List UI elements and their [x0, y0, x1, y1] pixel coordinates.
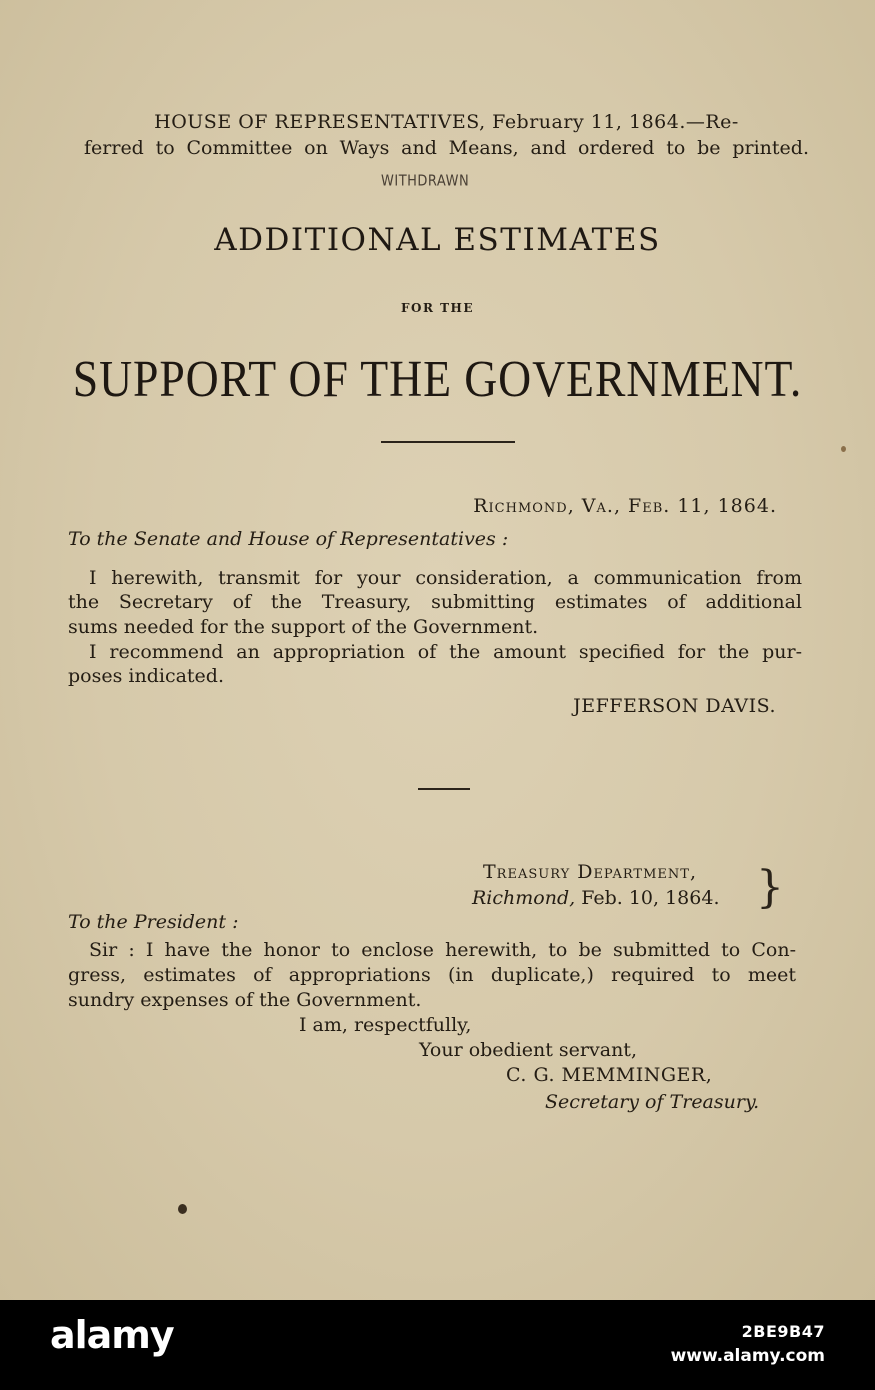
dateline-treasury-department: Treasury Department, [483, 861, 697, 883]
closing-respectfully: I am, respectfully, [299, 1014, 472, 1036]
body2-line: gress, estimates of appropriations (in duplicate,) required to meet [68, 964, 796, 986]
ink-spot [841, 446, 846, 452]
header-line-2: ferred to Committee on Ways and Means, and ordered to be printed. [84, 137, 809, 159]
header-line-1: HOUSE OF REPRESENTATIVES, February 11, 1864.—Re- [154, 111, 739, 133]
title-additional-estimates: ADDITIONAL ESTIMATES [214, 222, 661, 258]
signature-memminger: C. G. MEMMINGER, [506, 1064, 713, 1086]
divider-rule [381, 441, 515, 443]
body1-line: poses indicated. [68, 665, 224, 687]
dateline-place: Richmond, [472, 887, 576, 909]
image-id: 2BE9B47 [741, 1322, 825, 1341]
closing-servant: Your obedient servant, [419, 1039, 637, 1061]
title-for-the: FOR THE [400, 301, 475, 315]
body1-line: the Secretary of the Treasury, submitting estimates of additional [68, 591, 802, 613]
brace-mark: } [756, 862, 784, 913]
body2-line: Sir : I have the honor to enclose herewith, to be submitted to Con- [89, 939, 796, 961]
site-url: www.alamy.com [670, 1346, 825, 1366]
dateline-date: Feb. 10, 1864. [581, 887, 720, 909]
signature-jefferson-davis: JEFFERSON DAVIS. [573, 695, 776, 717]
alamy-logo: alamy [50, 1313, 174, 1357]
title-support-of-government: SUPPORT OF THE GOVERNMENT. [72, 351, 803, 408]
body1-line: I herewith, transmit for your consideration, a communication from [89, 567, 802, 589]
signature-title: Secretary of Treasury. [545, 1091, 760, 1113]
salutation-president: To the President : [68, 911, 239, 933]
ink-spot [178, 1204, 187, 1214]
body1-line: sums needed for the support of the Government. [68, 616, 539, 638]
salutation-senate: To the Senate and House of Representatives : [68, 528, 509, 550]
dateline-richmond: Richmond, Va., Feb. 11, 1864. [473, 495, 777, 517]
withdrawn-stamp: WITHDRAWN [381, 172, 470, 191]
divider-rule [418, 788, 470, 790]
body1-line: I recommend an appropriation of the amount specified for the pur- [89, 641, 802, 663]
body2-line: sundry expenses of the Government. [68, 989, 422, 1011]
dateline-treasury-date [472, 886, 719, 910]
